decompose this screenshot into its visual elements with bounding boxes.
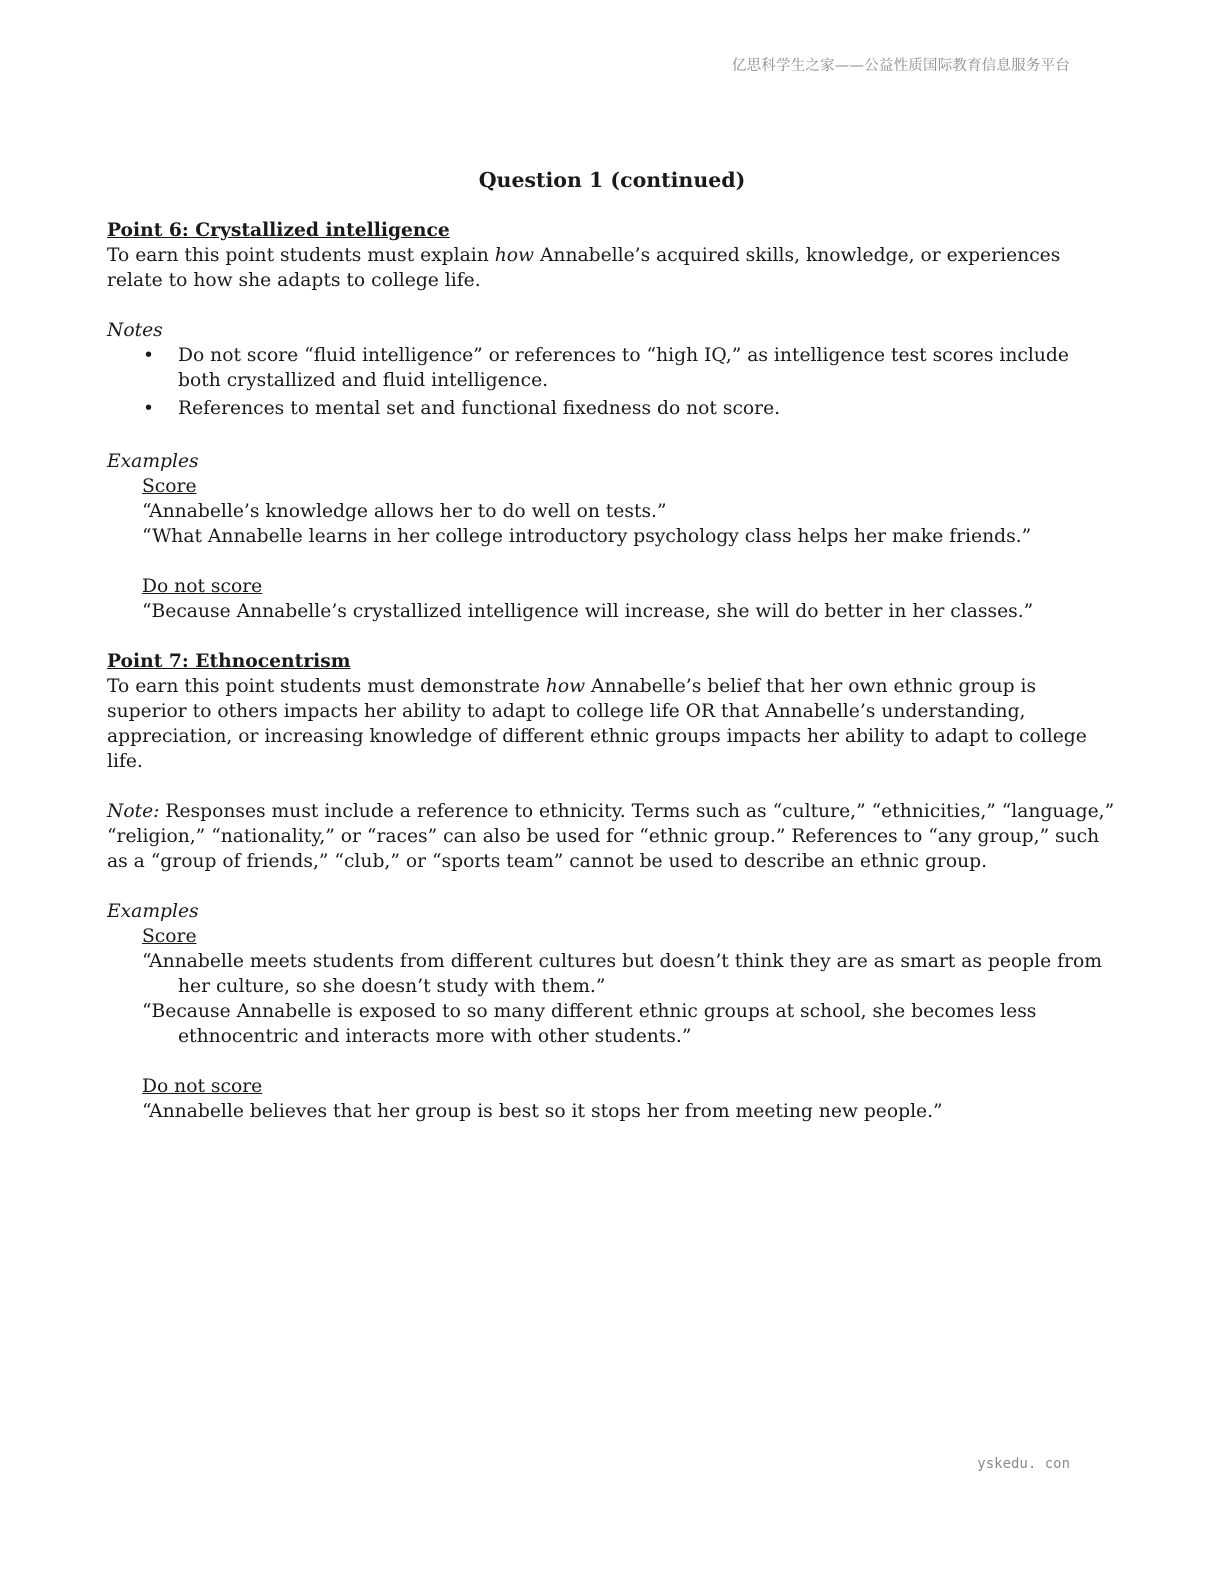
point-6-intro: To earn this point students must explain how Annabelle’s acquired skills, knowledge, or experiences relate to how she adapts to college life. xyxy=(107,245,1061,291)
bullet-icon: • xyxy=(143,398,155,419)
example-item: “What Annabelle learns in her college introductory psychology class helps her make friends.” xyxy=(142,526,1032,547)
example-item: “Annabelle’s knowledge allows her to do well on tests.” xyxy=(142,501,667,522)
point-6-score-label: Score xyxy=(142,476,197,497)
point-7-examples-label: Examples xyxy=(107,901,199,922)
example-item: “Annabelle meets students from different cultures but doesn’t think they are as smart as people from her culture, so she doesn’t study with them.” xyxy=(142,951,1102,997)
point-6-heading: Point 6: Crystallized intelligence xyxy=(107,219,450,241)
point-7-no-score-label: Do not score xyxy=(142,1076,263,1097)
point-7-intro: To earn this point students must demonstrate how Annabelle’s belief that her own ethnic group is superior to others impacts her ability to adapt to college life OR that Annabelle’s understanding, appreciation, or increasing knowledge of different ethnic groups impacts her ability to adapt to college life. xyxy=(107,676,1087,772)
bullet-icon: • xyxy=(143,345,155,366)
point-6-notes-label: Notes xyxy=(107,320,163,341)
list-item: • References to mental set and functional fixedness do not score. xyxy=(143,398,781,419)
point-6-notes-list xyxy=(107,343,1117,421)
example-item: “Because Annabelle is exposed to so many different ethnic groups at school, she becomes less ethnocentric and interacts more with other students.” xyxy=(142,1001,1037,1047)
point-7-score-label: Score xyxy=(142,926,197,947)
example-item: “Because Annabelle’s crystallized intelligence will increase, she will do better in her classes.” xyxy=(142,601,1034,622)
header-watermark: 亿思科学生之家——公益性质国际教育信息服务平台 xyxy=(731,58,1070,74)
point-7-note: Note: Responses must include a reference to ethnicity. Terms such as “culture,” “ethnicities,” “language,” “religion,” “nationality,” or “races” can also be used for “ethnic group.” References to “any group,” such as a “group of friends,” “club,” or “sports team” cannot be used to describe an ethnic group. xyxy=(107,801,1115,872)
example-item: “Annabelle believes that her group is best so it stops her from meeting new people.” xyxy=(142,1101,943,1122)
list-item: • Do not score “fluid intelligence” or references to “high IQ,” as intelligence test scores include both crystallized and fluid intelligence. xyxy=(143,345,1069,391)
point-6-no-score-label: Do not score xyxy=(142,576,263,597)
point-7-heading: Point 7: Ethnocentrism xyxy=(107,650,351,672)
footer-watermark: yskedu. con xyxy=(977,1456,1070,1472)
page-title: Question 1 (continued) xyxy=(478,168,746,192)
point-6-examples-label: Examples xyxy=(107,451,199,472)
document-body xyxy=(107,166,1117,1124)
